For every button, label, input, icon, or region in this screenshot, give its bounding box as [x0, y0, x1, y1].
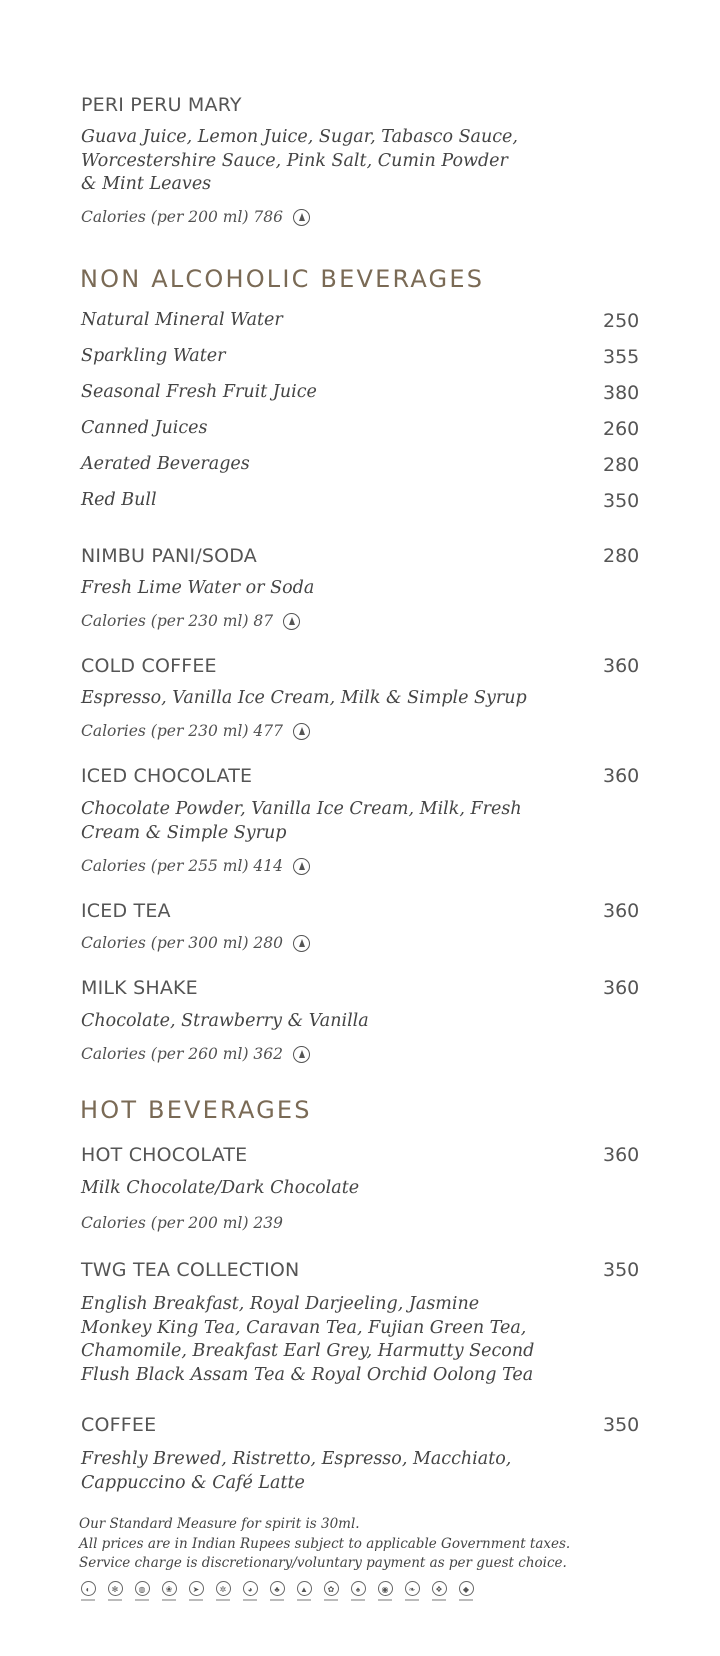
calories-text: Calories (per 260 ml) 362	[81, 1045, 284, 1063]
fish-icon: ➤	[189, 1581, 204, 1596]
item-price-aerated-beverages: 280	[603, 454, 640, 476]
desc-line: Flush Black Assam Tea & Royal Orchid Oolong Tea	[81, 1364, 534, 1385]
calories-nimbu-pani	[81, 612, 300, 630]
legend-item	[214, 1581, 232, 1601]
celery-icon: ♣	[270, 1581, 285, 1596]
legend-caption	[405, 1599, 419, 1601]
desc-line: Cappuccino & Café Latte	[81, 1472, 305, 1493]
legend-item	[241, 1581, 259, 1601]
item-name-nimbu-pani: NIMBU PANI/SODA	[81, 545, 257, 567]
desc-line: Worcestershire Sauce, Pink Salt, Cumin Powder	[81, 150, 508, 171]
allergen-legend	[79, 1581, 475, 1601]
item-name-iced-chocolate: ICED CHOCOLATE	[81, 765, 253, 787]
calories-text: Calories (per 255 ml) 414	[81, 857, 284, 875]
legend-caption	[297, 1599, 311, 1601]
item-name-red-bull: Red Bull	[81, 490, 157, 510]
legend-item	[457, 1581, 475, 1601]
sulphite-icon: ◆	[459, 1581, 474, 1596]
item-name-aerated-beverages: Aerated Beverages	[81, 454, 250, 474]
desc-line: Chamomile, Breakfast Earl Grey, Harmutty Second	[81, 1341, 535, 1361]
peanut-icon: ◕	[243, 1581, 258, 1596]
vegetarian-icon	[293, 1046, 310, 1063]
calories-text: Calories (per 200 ml) 239	[81, 1214, 284, 1232]
nut-icon: ❀	[162, 1581, 177, 1596]
legend-item	[160, 1581, 178, 1601]
wheat-icon: ✻	[108, 1581, 123, 1596]
item-name-sparkling-water: Sparkling Water	[81, 346, 226, 366]
footer-note-measure: Our Standard Measure for spirit is 30ml.	[79, 1516, 360, 1532]
section-title-hot-beverages: HOT BEVERAGES	[80, 1096, 312, 1124]
item-name-coffee: COFFEE	[81, 1414, 157, 1436]
item-desc-twg-tea	[81, 1293, 534, 1387]
legend-item	[322, 1581, 340, 1601]
legend-caption	[324, 1599, 338, 1601]
calories-text: Calories (per 200 ml) 786	[81, 208, 284, 226]
item-name-twg-tea: TWG TEA COLLECTION	[81, 1259, 300, 1281]
item-desc-hot-chocolate: Milk Chocolate/Dark Chocolate	[81, 1178, 360, 1198]
legend-item	[295, 1581, 313, 1601]
legend-caption	[81, 1599, 95, 1601]
item-price-coffee: 350	[603, 1414, 640, 1436]
item-price-cold-coffee: 360	[603, 655, 640, 677]
legend-item	[133, 1581, 151, 1601]
mollusc-icon: ❧	[405, 1581, 420, 1596]
vegetarian-icon	[293, 209, 310, 226]
legend-item	[349, 1581, 367, 1601]
item-price-fresh-fruit-juice: 380	[603, 382, 640, 404]
legend-caption	[189, 1599, 203, 1601]
item-name-canned-juices: Canned Juices	[81, 418, 208, 438]
calories-text: Calories (per 300 ml) 280	[81, 934, 284, 952]
legend-caption	[108, 1599, 122, 1601]
item-name-iced-tea: ICED TEA	[81, 900, 171, 922]
mustard-icon: ♠	[351, 1581, 366, 1596]
item-desc-milk-shake: Chocolate, Strawberry & Vanilla	[81, 1011, 369, 1031]
legend-caption	[135, 1599, 149, 1601]
calories-peri-peru-mary	[81, 208, 310, 226]
calories-iced-chocolate	[81, 857, 310, 875]
desc-line: Monkey King Tea, Caravan Tea, Fujian Green Tea,	[81, 1317, 527, 1338]
legend-caption	[459, 1599, 473, 1601]
legend-caption	[351, 1599, 365, 1601]
sesame-icon: ✿	[324, 1581, 339, 1596]
legend-item	[106, 1581, 124, 1601]
desc-line: Chocolate Powder, Vanilla Ice Cream, Milk, Fresh	[81, 799, 522, 819]
vegetarian-icon	[283, 613, 300, 630]
legend-item	[430, 1581, 448, 1601]
desc-line: Cream & Simple Syrup	[81, 822, 287, 843]
item-price-twg-tea: 350	[603, 1259, 640, 1281]
desc-line: Guava Juice, Lemon Juice, Sugar, Tabasco Sauce,	[81, 127, 518, 147]
item-desc-nimbu-pani: Fresh Lime Water or Soda	[81, 578, 315, 598]
item-desc-peri-peru-mary	[81, 126, 518, 197]
legend-caption	[216, 1599, 230, 1601]
calories-text: Calories (per 230 ml) 477	[81, 722, 284, 740]
footer-notes	[79, 1515, 570, 1574]
section-title-non-alcoholic: NON ALCOHOLIC BEVERAGES	[80, 265, 485, 293]
item-price-sparkling-water: 355	[603, 346, 640, 368]
legend-item	[403, 1581, 421, 1601]
footer-note-prices: All prices are in Indian Rupees subject to applicable Government taxes.	[79, 1535, 571, 1552]
legend-item	[187, 1581, 205, 1601]
footer-note-service-charge: Service charge is discretionary/voluntary payment as per guest choice.	[79, 1555, 567, 1571]
legend-caption	[162, 1599, 176, 1601]
vegetarian-icon	[293, 858, 310, 875]
item-price-red-bull: 350	[603, 490, 640, 512]
legend-caption	[432, 1599, 446, 1601]
item-price-iced-tea: 360	[603, 900, 640, 922]
legend-item	[268, 1581, 286, 1601]
item-name-milk-shake: MILK SHAKE	[81, 977, 198, 999]
milk-icon: ◍	[135, 1581, 150, 1596]
desc-line: & Mint Leaves	[81, 174, 212, 194]
vegetarian-icon: ▲	[297, 1581, 312, 1596]
item-price-hot-chocolate: 360	[603, 1144, 640, 1166]
vegetarian-icon	[293, 723, 310, 740]
legend-caption	[243, 1599, 257, 1601]
calories-iced-tea	[81, 934, 310, 952]
item-name-peri-peru-mary: PERI PERU MARY	[81, 94, 242, 116]
legend-caption	[378, 1599, 392, 1601]
shellfish-icon: ✲	[216, 1581, 231, 1596]
item-name-cold-coffee: COLD COFFEE	[81, 655, 217, 677]
egg-icon: ◐	[81, 1581, 96, 1596]
item-price-canned-juices: 260	[603, 418, 640, 440]
item-name-fresh-fruit-juice: Seasonal Fresh Fruit Juice	[81, 382, 317, 402]
lupin-icon: ◉	[378, 1581, 393, 1596]
soy-icon: ❖	[432, 1581, 447, 1596]
item-name-hot-chocolate: HOT CHOCOLATE	[81, 1144, 248, 1166]
item-desc-coffee	[81, 1448, 511, 1495]
item-desc-cold-coffee: Espresso, Vanilla Ice Cream, Milk & Simple Syrup	[81, 688, 527, 708]
item-price-iced-chocolate: 360	[603, 765, 640, 787]
legend-caption	[270, 1599, 284, 1601]
legend-item	[376, 1581, 394, 1601]
vegetarian-icon	[293, 935, 310, 952]
item-name-mineral-water: Natural Mineral Water	[81, 310, 283, 330]
calories-cold-coffee	[81, 722, 310, 740]
item-price-nimbu-pani: 280	[603, 545, 640, 567]
calories-text: Calories (per 230 ml) 87	[81, 612, 274, 630]
desc-line: English Breakfast, Royal Darjeeling, Jasmine	[81, 1294, 480, 1314]
item-desc-iced-chocolate	[81, 798, 522, 845]
calories-milk-shake	[81, 1045, 310, 1063]
item-price-mineral-water: 250	[603, 310, 640, 332]
calories-hot-chocolate	[81, 1214, 283, 1232]
desc-line: Freshly Brewed, Ristretto, Espresso, Macchiato,	[81, 1449, 512, 1469]
item-price-milk-shake: 360	[603, 977, 640, 999]
legend-item	[79, 1581, 97, 1601]
